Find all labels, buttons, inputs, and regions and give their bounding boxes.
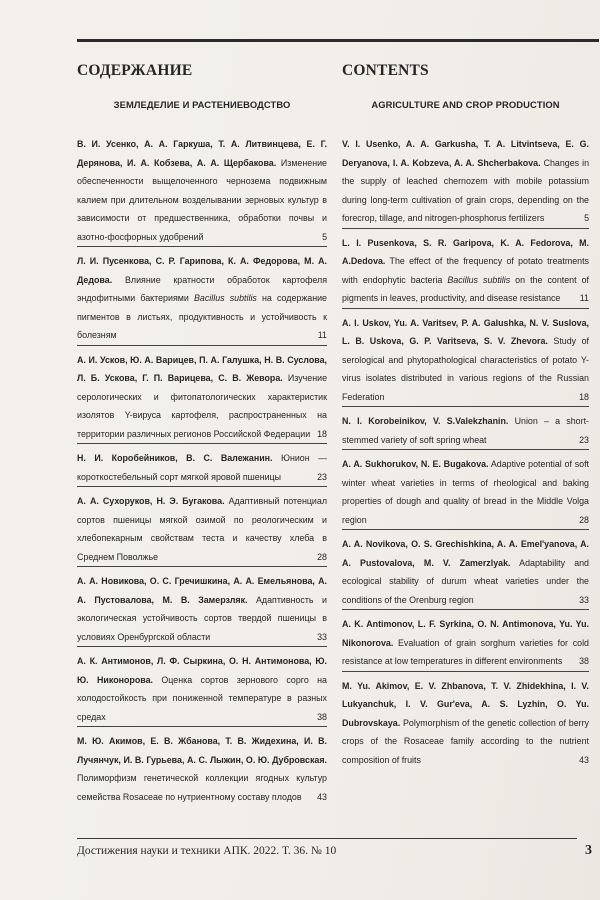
entry-authors: М. Ю. Акимов, Е. В. Жбанова, Т. В. Жидехина, И. В. Лучянчук, И. В. Гурьева, А. С. Лыжин, О. Ю. Дубровская. [77,736,327,765]
entry-title: Changes in the supply of leached chernozem with mobile potassium during long-term cultivation of grain crops, depending on the forecrop, tillage, and nitrogen-phosphorus fertilizers [342,157,589,223]
entry-title-cont: на содержание пигментов в листьях, продуктивность и устойчивость к болезням [77,293,327,340]
entry-title: Polymorphism of the genetic collection of berry crops of the Rosaceae family according to the nutrient composition of fruits [342,717,589,765]
entry-page-number: 5 [322,231,327,242]
entry-authors: Л. И. Пусенкова, С. Р. Гарипова, К. А. Федорова, М. А. Дедова. [77,256,327,285]
toc-entry[interactable] [77,449,327,486]
entry-page-number: 33 [317,631,327,642]
entry-page-number: 5 [584,213,589,223]
toc-entry[interactable] [77,652,327,726]
toc-entry[interactable] [77,351,327,444]
entry-page-number: 38 [579,656,589,666]
entry-title: Изучение серологических и фитопатологических характеристик изолятов Y-вируса картофеля, распространенных на территории различных регионов Российской Федерации [77,373,327,439]
entry-title: Adaptive potential of soft winter wheat varieties in terms of rheological and baking properties of dough and quality of bread in the Middle Volga region [342,459,589,525]
english-contents-column [342,62,589,769]
entry-page-number: 38 [317,711,327,722]
entry-page-number: 23 [317,471,327,482]
entry-title: Оценка сортов зернового сорго на холодостойкость при пониженной температуре в разных средах [77,674,327,722]
toc-entry[interactable] [77,252,327,345]
entry-page-number: 11 [579,293,589,303]
english-section-title: AGRICULTURE AND CROP PRODUCTION [371,99,560,110]
top-rule [77,39,599,42]
footer-rule [77,838,577,839]
entry-title: Влияние кратности обработок картофеля эндофитными бактериями [77,274,327,303]
entry-page-number: 33 [579,594,589,605]
page-number: 3 [585,843,592,858]
entry-title: Evaluation of grain sorghum varieties for cold resistance at low temperatures in different environments [342,637,589,666]
toc-entry[interactable] [342,455,589,529]
entry-authors: А. К. Антимонов, Л. Ф. Сыркина, О. Н. Антимонова, Ю. Ю. Никонорова. [77,656,327,685]
entry-page-number: 43 [579,754,589,765]
entry-authors: A. I. Uskov, Yu. A. Varitsev, P. A. Galushka, N. V. Suslova, L. B. Uskova, G. P. Varitseva, S. V. Zhevora. [342,317,589,346]
toc-entry[interactable] [342,234,589,308]
entry-title-latin: Bacillus subtilis [193,293,257,303]
entry-page-number: 28 [579,514,589,525]
entry-page-number: 23 [579,434,589,445]
entry-authors: N. I. Korobeinikov, V. S.Valekzhanin. [342,416,509,426]
russian-heading: СОДЕРЖАНИЕ [77,62,193,79]
russian-entries [77,135,327,806]
toc-entry[interactable] [342,535,589,609]
entry-authors: M. Yu. Akimov, E. V. Zhbanova, T. V. Zhidekhina, I. V. Lukyanchuk, I. V. Gur'eva, A. S. Lyzhin, O. Yu. Dubrovskaya. [342,680,589,728]
entry-authors: Н. И. Коробейников, В. С. Валежанин. [77,453,273,463]
english-entries [342,135,589,769]
toc-entry[interactable] [77,492,327,566]
english-heading: CONTENTS [342,62,429,79]
toc-entry[interactable] [342,314,589,407]
toc-entry[interactable] [342,135,589,228]
entry-title: Юнион — короткостебельный сорт мягкой яровой пшеницы [77,453,327,482]
entry-authors: В. И. Усенко, А. А. Гаркуша, Т. А. Литвинцева, Е. Г. Дерянова, И. А. Кобзева, А. А. Щербакова. [77,139,327,168]
entry-title: Adaptability and ecological stability of durum wheat varieties under the conditions of the Orenburg region [342,557,589,605]
entry-authors: A. A. Sukhorukov, N. E. Bugakova. [342,459,489,469]
entry-page-number: 18 [579,391,589,402]
toc-entry[interactable] [77,135,327,246]
entry-page-number: 28 [317,551,327,562]
entry-title: Study of serological and phytopathological characteristics of potato Y-virus isolates distributed in various regions of the Russian Federation [342,336,590,402]
entry-title: Изменение обеспеченности выщелоченного чернозема подвижным калием при длительном возделывании зерновых культур в зависимости от предшественника, обработки почвы и азотно-фосфорных удобрений [77,157,327,242]
russian-contents-column [77,62,327,806]
entry-title: Адаптивный потенциал сортов пшеницы мягкой озимой по реологическим и хлебопекарным свойствам теста и качеству хлеба в Среднем Поволжье [77,496,328,562]
entry-page-number: 11 [317,330,327,340]
entry-authors: V. I. Usenko, A. A. Garkusha, T. A. Litvintseva, E. G. Deryanova, I. A. Kobzeva, A. A. Shcherbakova. [342,139,589,168]
entry-page-number: 43 [317,791,327,802]
entry-page-number: 18 [317,428,327,439]
entry-authors: A. K. Antimonov, L. F. Syrkina, O. N. Antimonova, Yu. Yu. Nikonorova. [342,619,589,648]
journal-footer: Достижения науки и техники АПК. 2022. Т. 36. № 10 [77,845,337,857]
toc-entry[interactable] [77,572,327,646]
entry-title-latin: Bacillus subtilis [447,274,511,285]
entry-title: Полиморфизм генетической коллекции ягодных культур семейства Rosaceae по нутриентному составу плодов [77,773,327,802]
entry-authors: А. А. Новикова, О. С. Гречишкина, А. А. Емельянова, А. А. Пустовалова, М. В. Замерзляк. [77,576,327,605]
entry-title-cont: on the content of pigments in leaves, productivity, and disease resistance [342,274,589,303]
entry-title: Адаптивность и экологическая устойчивость сортов твердой пшеницы в условиях Оренбургской области [77,594,327,642]
entry-authors: А. И. Усков, Ю. А. Варицев, П. А. Галушка, Н. В. Суслова, Л. Б. Ускова, Г. П. Варицева, С. В. Жевора. [77,354,327,383]
entry-authors: L. I. Pusenkova, S. R. Garipova, K. A. Fedorova, M. A.Dedova. [342,237,589,266]
toc-entry[interactable] [342,412,589,449]
entry-title: Union – a short-stemmed variety of soft spring wheat [342,416,589,445]
russian-section-title: ЗЕМЛЕДЕЛИЕ И РАСТЕНИЕВОДСТВО [113,99,291,110]
entry-authors: А. А. Сухоруков, Н. Э. Бугакова. [77,496,225,506]
toc-entry[interactable] [342,677,589,770]
toc-entry[interactable] [342,615,589,671]
entry-authors: A. A. Novikova, O. S. Grechishkina, A. A. Emel'yanova, A. A. Pustovalova, M. V. Zamerzlyak. [342,539,589,568]
entry-title: The effect of the frequency of potato treatments with endophytic bacteria [342,256,589,285]
toc-entry[interactable] [77,732,327,806]
